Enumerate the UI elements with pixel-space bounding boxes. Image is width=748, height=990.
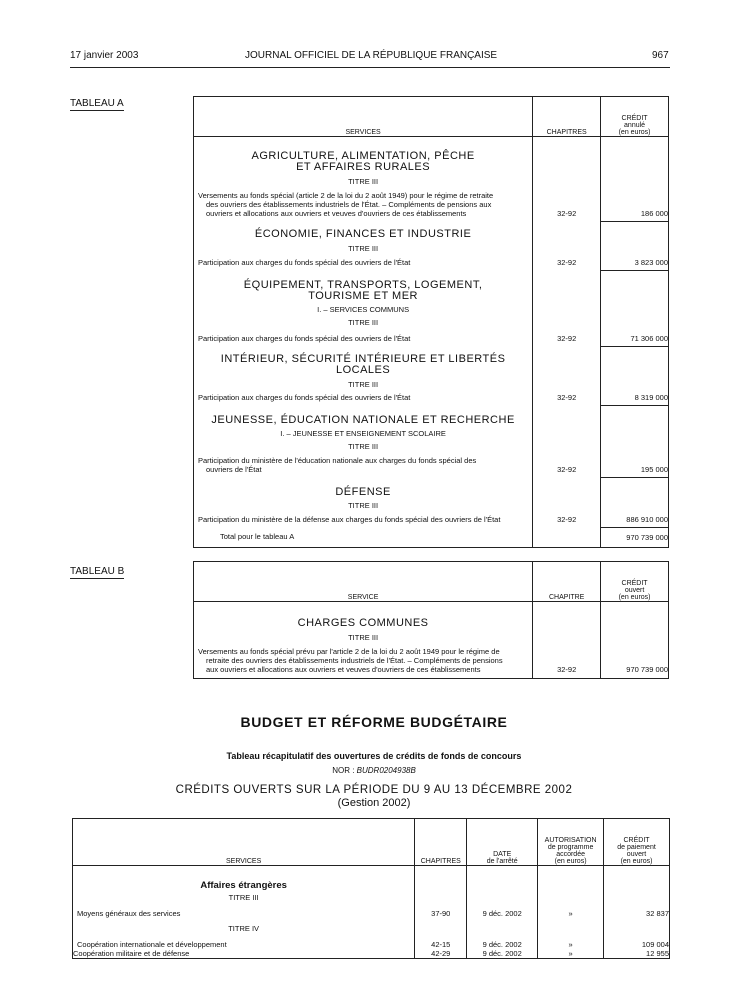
chapitre-value: 32-92	[533, 405, 601, 477]
journal-title: JOURNAL OFFICIEL DE LA RÉPUBLIQUE FRANÇAISE	[245, 50, 498, 61]
date-value: 9 déc. 2002	[467, 866, 538, 919]
credit-value: 195 000	[601, 405, 669, 477]
nor-label: NOR :	[332, 766, 355, 775]
chapitre-value: 32-92	[533, 346, 601, 405]
credit-value: 3 823 000	[601, 221, 669, 270]
date-value: 9 déc. 2002	[467, 949, 538, 959]
col-credit: CRÉDIT annulé (en euros)	[601, 97, 669, 137]
ap-value: »	[538, 918, 604, 949]
total-label: Total pour le tableau A	[194, 527, 533, 547]
chapitre-value: 42-29	[415, 949, 467, 959]
cp-value: 12 955	[604, 949, 670, 959]
gestion-label: (Gestion 2002)	[337, 797, 411, 809]
chapitre-value: 32-92	[533, 477, 601, 527]
budget-heading: BUDGET ET RÉFORME BUDGÉTAIRE	[240, 714, 508, 730]
chapitre-value: 42-15	[415, 918, 467, 949]
chapitre-value: 32-92	[533, 270, 601, 346]
col-services: SERVICES	[73, 819, 415, 866]
col-date: DATE de l'arrêté	[467, 819, 538, 866]
section-agriculture: AGRICULTURE, ALIMENTATION, PÊCHE ET AFFAIRES RURALES TITRE III Versements au fonds spécial (article 2 de la loi du 2 août 1949) pour le régime de retraite des ouvriers des établissements industriels de l'État. – Compléments de pensions aux ouvriers et allocations aux ouvriers et veuves d'ouvriers de ces établissements 32-92 186 000	[194, 137, 669, 222]
col-chapitres: CHAPITRES	[415, 819, 467, 866]
col-credit: CRÉDIT ouvert (en euros)	[601, 562, 669, 602]
titre-label: TITRE IV	[228, 924, 260, 933]
tableau-a	[193, 96, 669, 548]
col-service: SERVICE	[194, 562, 533, 602]
col-chapitres: CHAPITRES	[533, 97, 601, 137]
col-credit: CRÉDIT de paiement ouvert (en euros)	[604, 819, 670, 866]
section-charges-communes: CHARGES COMMUNES TITRE III Versements au fonds spécial prévu par l'article 2 de la loi du 2 août 1949 pour le régime de retraite des ouvriers des établissements industriels de l'État. – Compléments de pensions aux ouvriers et allocations aux ouvriers et veuves d'ouvriers de ces établissements 32-92 970 739 000	[194, 602, 669, 679]
chapitre-value: 37-90	[415, 866, 467, 919]
credit-value: 8 319 000	[601, 346, 669, 405]
row-label: Moyens généraux des services	[77, 909, 181, 918]
chapitre-value: 32-92	[533, 602, 601, 679]
total-value: 970 739 000	[601, 527, 669, 547]
header-date: 17 janvier 2003	[70, 50, 139, 61]
tableau-b	[193, 561, 669, 679]
ap-value: »	[538, 949, 604, 959]
cp-value: 109 004	[604, 918, 670, 949]
cp-value: 32 837	[604, 866, 670, 919]
row-label: Coopération militaire et de défense	[73, 949, 415, 959]
credit-value: 886 910 000	[601, 477, 669, 527]
section-economie: ÉCONOMIE, FINANCES ET INDUSTRIE TITRE III Participation aux charges du fonds spécial des ouvriers de l'État 32-92 3 823 000	[194, 221, 669, 270]
titre-label: TITRE III	[228, 893, 259, 902]
tableau-a-label: TABLEAU A	[70, 98, 124, 109]
credit-value: 186 000	[601, 137, 669, 222]
credits-table	[72, 818, 670, 959]
section-equipement: ÉQUIPEMENT, TRANSPORTS, LOGEMENT, TOURISME ET MER I. – SERVICES COMMUNS TITRE III Participation aux charges du fonds spécial des ouvriers de l'État 32-92 71 306 000	[194, 270, 669, 346]
nor-line	[0, 766, 748, 775]
tableau-b-label: TABLEAU B	[70, 566, 125, 577]
section-affaires-etrangeres	[73, 866, 670, 919]
row-label: Coopération internationale et développement	[77, 940, 227, 949]
budget-subtitle: Tableau récapitulatif des ouvertures de crédits de fonds de concours	[226, 751, 522, 761]
nor-code: BUDR0204938B	[356, 766, 416, 775]
credit-value: 970 739 000	[601, 602, 669, 679]
section-jeunesse: JEUNESSE, ÉDUCATION NATIONALE ET RECHERCHE I. – JEUNESSE ET ENSEIGNEMENT SCOLAIRE TITRE III Participation du ministère de l'éducation nationale aux charges du fonds spécial des ouvriers de l'État 32-92 195 000	[194, 405, 669, 477]
col-services: SERVICES	[194, 97, 533, 137]
section-title: Affaires étrangères	[200, 880, 287, 891]
page-number: 967	[652, 50, 669, 61]
col-chapitre: CHAPITRE	[533, 562, 601, 602]
period-title: CRÉDITS OUVERTS SUR LA PÉRIODE DU 9 AU 13 DÉCEMBRE 2002	[175, 784, 573, 796]
col-autorisation: AUTORISATION de programme accordée (en euros)	[538, 819, 604, 866]
section-interieur: INTÉRIEUR, SÉCURITÉ INTÉRIEURE ET LIBERTÉS LOCALES TITRE III Participation aux charges du fonds spécial des ouvriers de l'État 32-92 8 319 000	[194, 346, 669, 405]
date-value: 9 déc. 2002	[467, 918, 538, 949]
chapitre-value: 32-92	[533, 221, 601, 270]
section-defense: DÉFENSE TITRE III Participation du ministère de la défense aux charges du fonds spécial des ouvriers de l'État 32-92 886 910 000	[194, 477, 669, 527]
credit-value: 71 306 000	[601, 270, 669, 346]
ap-value: »	[538, 866, 604, 919]
header-rule	[70, 67, 670, 68]
chapitre-value: 32-92	[533, 137, 601, 222]
total-row	[194, 527, 669, 547]
